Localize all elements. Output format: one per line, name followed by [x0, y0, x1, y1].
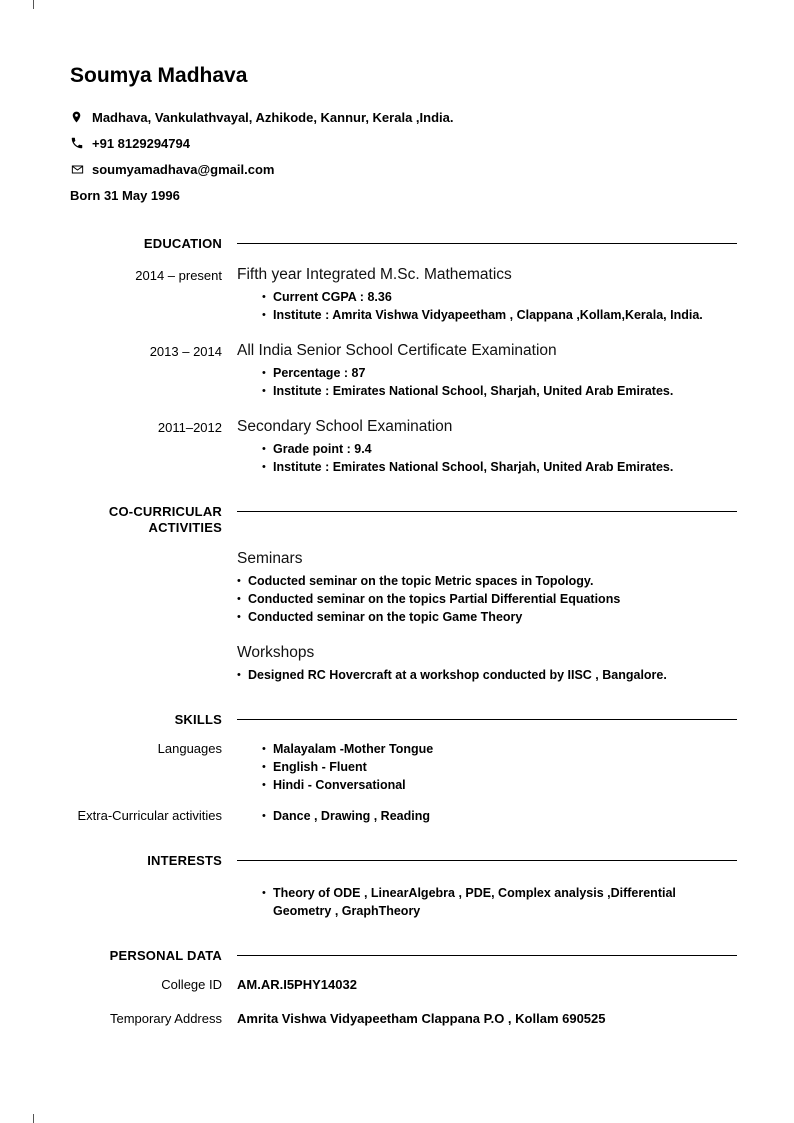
education-entry — [70, 264, 737, 324]
section-rule — [237, 955, 737, 956]
section-title-education: EDUCATION — [143, 236, 222, 251]
personal-value: AM.AR.I5PHY14032 — [237, 977, 357, 992]
workshops-subsection — [237, 642, 737, 684]
personal-row-college-id — [70, 976, 737, 994]
section-title-personal-data: PERSONAL DATA — [109, 948, 222, 963]
bullet-item: • Grade point : 9.4 — [262, 440, 737, 458]
skills-section — [70, 712, 737, 825]
email-line — [70, 156, 737, 182]
phone-icon — [70, 136, 92, 150]
personal-label: College ID — [161, 977, 222, 992]
address-line — [70, 104, 737, 130]
phone-text: +91 8129294794 — [92, 135, 190, 151]
bullet-item: • Theory of ODE , LinearAlgebra , PDE, Complex analysis ,Differential Geometry , GraphTheory — [262, 884, 737, 920]
education-section-header — [70, 236, 737, 252]
personal-row-temporary-address — [70, 1010, 737, 1028]
interests-bullet-list — [262, 884, 737, 920]
entry-bullet-list — [262, 364, 737, 400]
interests-content — [70, 881, 737, 920]
section-title-cocurricular: CO-CURRICULAR ACTIVITIES — [108, 504, 222, 535]
section-rule — [237, 860, 737, 861]
bullet-item: • Institute : Emirates National School, Sharjah, United Arab Emirates. — [262, 382, 737, 400]
cocurricular-content — [70, 548, 737, 684]
section-rule — [237, 719, 737, 720]
skills-section-header — [70, 712, 737, 728]
bullet-item: • Institute : Amrita Vishwa Vidyapeetham , Clappana ,Kollam,Kerala, India. — [262, 306, 737, 324]
birthdate-text: Born 31 May 1996 — [70, 187, 180, 203]
personal-data-section-header — [70, 948, 737, 964]
workshops-bullet-list — [237, 666, 737, 684]
bullet-item: • Current CGPA : 8.36 — [262, 288, 737, 306]
bullet-item: • Designed RC Hovercraft at a workshop conducted by IISC , Bangalore. — [237, 666, 737, 684]
person-name: Soumya Madhava — [70, 64, 248, 87]
education-entry — [70, 340, 737, 400]
personal-value: Amrita Vishwa Vidyapeetham Clappana P.O , Kollam 690525 — [237, 1011, 606, 1026]
subsection-heading: Seminars — [237, 550, 303, 567]
bullet-item: • Percentage : 87 — [262, 364, 737, 382]
entry-period: 2011–2012 — [157, 420, 222, 435]
bullet-item: • English - Fluent — [262, 758, 737, 776]
entry-bullet-list — [262, 440, 737, 476]
section-rule — [237, 511, 737, 512]
education-section — [70, 236, 737, 476]
cocurricular-section-header — [70, 504, 737, 536]
personal-label: Temporary Address — [110, 1011, 222, 1026]
bullet-item: • Malayalam -Mother Tongue — [262, 740, 737, 758]
phone-line — [70, 130, 737, 156]
address-text: Madhava, Vankulathvayal, Azhikode, Kannur, Kerala ,India. — [92, 109, 454, 125]
seminars-subsection — [237, 548, 737, 626]
bullet-item: • Conducted seminar on the topics Partial Differential Equations — [237, 590, 737, 608]
bullet-item: • Institute : Emirates National School, Sharjah, United Arab Emirates. — [262, 458, 737, 476]
skill-row-languages — [70, 740, 737, 794]
entry-bullet-list — [262, 288, 737, 324]
entry-title: All India Senior School Certificate Examination — [237, 342, 557, 359]
resume-header — [70, 64, 737, 208]
entry-period: 2013 – 2014 — [149, 344, 222, 359]
skill-label: Extra-Curricular activities — [77, 808, 222, 823]
crop-mark-bottom — [33, 1114, 34, 1123]
bullet-item: • Conducted seminar on the topic Game Theory — [237, 608, 737, 626]
education-entry — [70, 416, 737, 476]
email-text: soumyamadhava@gmail.com — [92, 161, 275, 177]
bullet-item: • Coducted seminar on the topic Metric spaces in Topology. — [237, 572, 737, 590]
subsection-heading: Workshops — [237, 644, 315, 661]
interests-section — [70, 853, 737, 920]
languages-bullet-list — [262, 740, 737, 794]
entry-title: Secondary School Examination — [237, 418, 453, 435]
cocurricular-section — [70, 504, 737, 684]
section-rule — [237, 243, 737, 244]
section-title-interests: INTERESTS — [147, 853, 222, 868]
bullet-item: • Hindi - Conversational — [262, 776, 737, 794]
section-title-skills: SKILLS — [174, 712, 222, 727]
bullet-item: • Dance , Drawing , Reading — [262, 807, 737, 825]
crop-mark-top — [33, 0, 34, 9]
location-pin-icon — [70, 109, 92, 125]
interests-section-header — [70, 853, 737, 869]
entry-period: 2014 – present — [135, 268, 222, 283]
skill-label: Languages — [157, 741, 222, 756]
seminars-bullet-list — [237, 572, 737, 626]
entry-title: Fifth year Integrated M.Sc. Mathematics — [237, 266, 512, 283]
personal-data-section — [70, 948, 737, 1028]
skill-row-extracurricular — [70, 807, 737, 825]
extracurricular-bullet-list — [262, 807, 737, 825]
email-icon — [70, 163, 92, 176]
